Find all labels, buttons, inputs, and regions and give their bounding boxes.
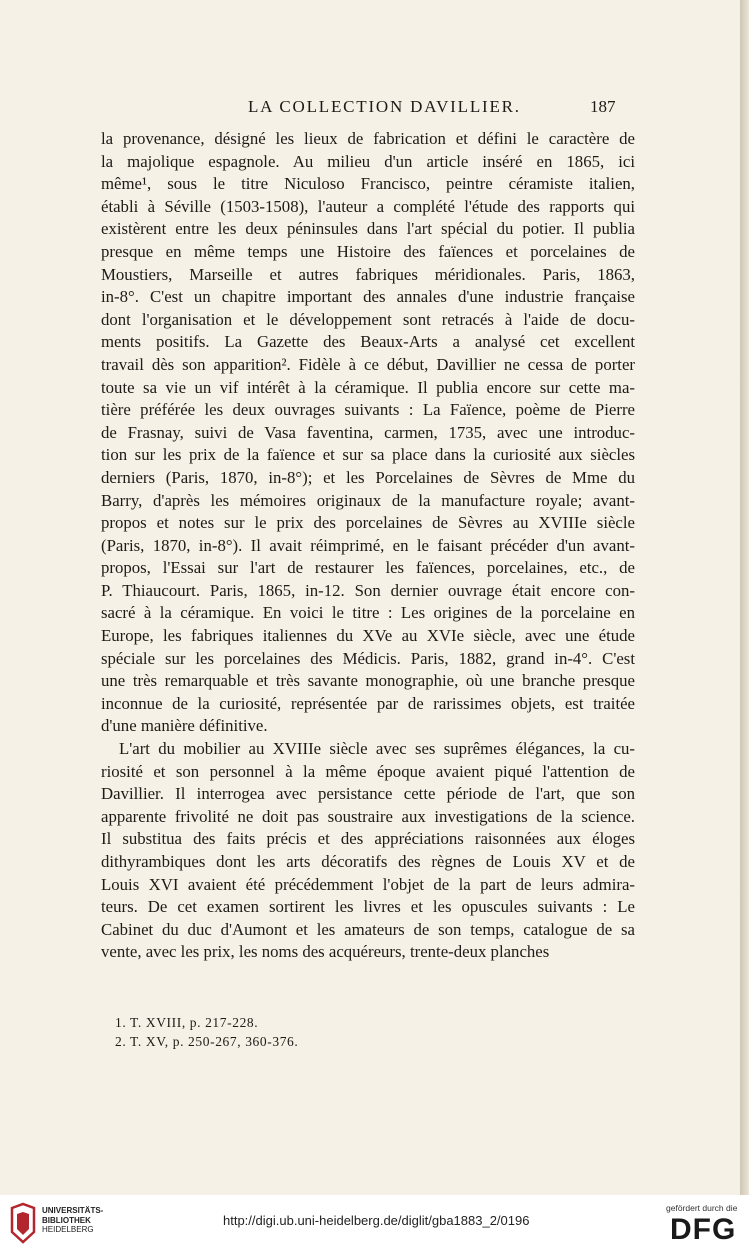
- dfg-logo: DFG: [670, 1213, 737, 1246]
- text-line: la provenance, désigné les lieux de fabrication et défini le caractère de: [101, 129, 635, 148]
- text-line: Moustiers, Marseille et autres fabriques méridionales. Paris, 1863,: [101, 264, 635, 284]
- text-line: derniers (Paris, 1870, in-8°); et les Porcelaines de Sèvres de Mme du: [101, 467, 635, 487]
- library-name: UNIVERSITÄTS- BIBLIOTHEK HEIDELBERG: [42, 1206, 104, 1234]
- text-line: dont l'organisation et le développement sont retracés à l'aide de docu-: [101, 309, 635, 329]
- footnote-1: 1. T. XVIII, p. 217-228.: [115, 1015, 259, 1030]
- page-header: [0, 97, 740, 121]
- text-line: dithyrambiques dont les arts décoratifs des règnes de Louis XV et de: [101, 852, 635, 871]
- text-line: existèrent entre les deux péninsules dans l'art spécial du potier. Il publia: [101, 219, 635, 239]
- text-line: ments positifs. La Gazette des Beaux-Arts a analysé cet excellent: [101, 332, 635, 352]
- text-line: P. Thiaucourt. Paris, 1865, in-12. Son dernier ouvrage était encore con-: [101, 580, 635, 600]
- text-line: in-8°. C'est un chapitre important des annales d'une industrie française: [101, 287, 635, 307]
- text-line: propos, l'Essai sur l'art de restaurer les faïences, porcelaines, etc., de: [101, 558, 635, 578]
- text-line: teurs. De cet examen sortirent les livres et les opuscules suivants : Le: [101, 897, 635, 917]
- text-line: Louis XVI avaient été précédemment l'objet de la part de leurs admira-: [101, 874, 635, 894]
- page-number: 187: [590, 97, 616, 116]
- footnotes: [115, 1013, 298, 1051]
- text-line: Barry, d'après les mémoires originaux de la manufacture royale; avant-: [101, 490, 635, 510]
- text-line: (Paris, 1870, in-8°). Il avait réimprimé, en le faisant précéder d'un avant-: [101, 535, 635, 555]
- text-line: spéciale sur les porcelaines des Médicis. Paris, 1882, grand in-4°. C'est: [101, 648, 635, 668]
- text-line: presque en même temps une Histoire des faïences et porcelaines de: [101, 241, 635, 261]
- text-line: riosité et son personnel à la même époque avaient piqué l'attention de: [101, 761, 635, 781]
- footnote-2: 2. T. XV, p. 250-267, 360-376.: [115, 1034, 299, 1049]
- text-line: travail dès son apparition². Fidèle à ce début, Davillier ne cessa de porter: [101, 354, 635, 374]
- running-title: LA COLLECTION DAVILLIER.: [248, 97, 521, 116]
- text-line: L'art du mobilier au XVIIIe siècle avec ses suprêmes élégances, la cu-: [119, 739, 635, 759]
- text-line: la majolique espagnole. Au milieu d'un article inséré en 1865, ici: [101, 151, 635, 171]
- text-line: d'une manière définitive.: [101, 716, 268, 736]
- text-line: apparente frivolité ne doit pas soustraire aux investigations de la science.: [101, 806, 635, 826]
- text-line: établi à Séville (1503-1508), l'auteur a complété l'étude des rapports qui: [101, 196, 635, 216]
- text-line: inconnue de la curiosité, représentée par de rarissimes objets, est traitée: [101, 693, 635, 713]
- body-text: [101, 128, 635, 964]
- text-line: tion sur les prix de la faïence et sur sa place dans la curiosité aux siècles: [101, 445, 635, 465]
- text-line: de Frasnay, suivi de Vasa faventina, carmen, 1735, avec une introduc-: [101, 422, 635, 442]
- funding-caption: gefördert durch die: [666, 1203, 738, 1213]
- viewer-footer: [0, 1195, 749, 1253]
- text-line: une très remarquable et très savante monographie, où une branche presque: [101, 671, 635, 691]
- university-library-logo-icon: [8, 1202, 38, 1244]
- text-line: Il substitua des faits précis et des appréciations raisonnées aux éloges: [101, 829, 635, 849]
- text-line: vente, avec les prix, les noms des acquéreurs, trente-deux planches: [101, 942, 550, 962]
- page-edge: [740, 0, 749, 1195]
- text-line: même¹, sous le titre Niculoso Francisco, peintre céramiste italien,: [101, 174, 635, 194]
- text-line: propos et notes sur le prix des porcelaines de Sèvres au XVIIIe siècle: [101, 513, 635, 533]
- text-line: tière préférée les deux ouvrages suivants : La Faïence, poème de Pierre: [101, 400, 635, 420]
- text-line: Davillier. Il interrogea avec persistance cette période de l'art, que son: [101, 784, 635, 804]
- text-line: Europe, les fabriques italiennes du XVe au XVIe siècle, avec une étude: [101, 626, 635, 646]
- permalink-url[interactable]: http://digi.ub.uni-heidelberg.de/diglit/gba1883_2/0196: [223, 1213, 530, 1228]
- text-line: Cabinet du duc d'Aumont et les amateurs de son temps, catalogue de sa: [101, 919, 635, 939]
- text-line: toute sa vie un vif intérêt à la céramique. Il publia encore sur cette ma-: [101, 377, 635, 397]
- text-line: sacré à la céramique. En voici le titre : Les origines de la porcelaine en: [101, 603, 635, 623]
